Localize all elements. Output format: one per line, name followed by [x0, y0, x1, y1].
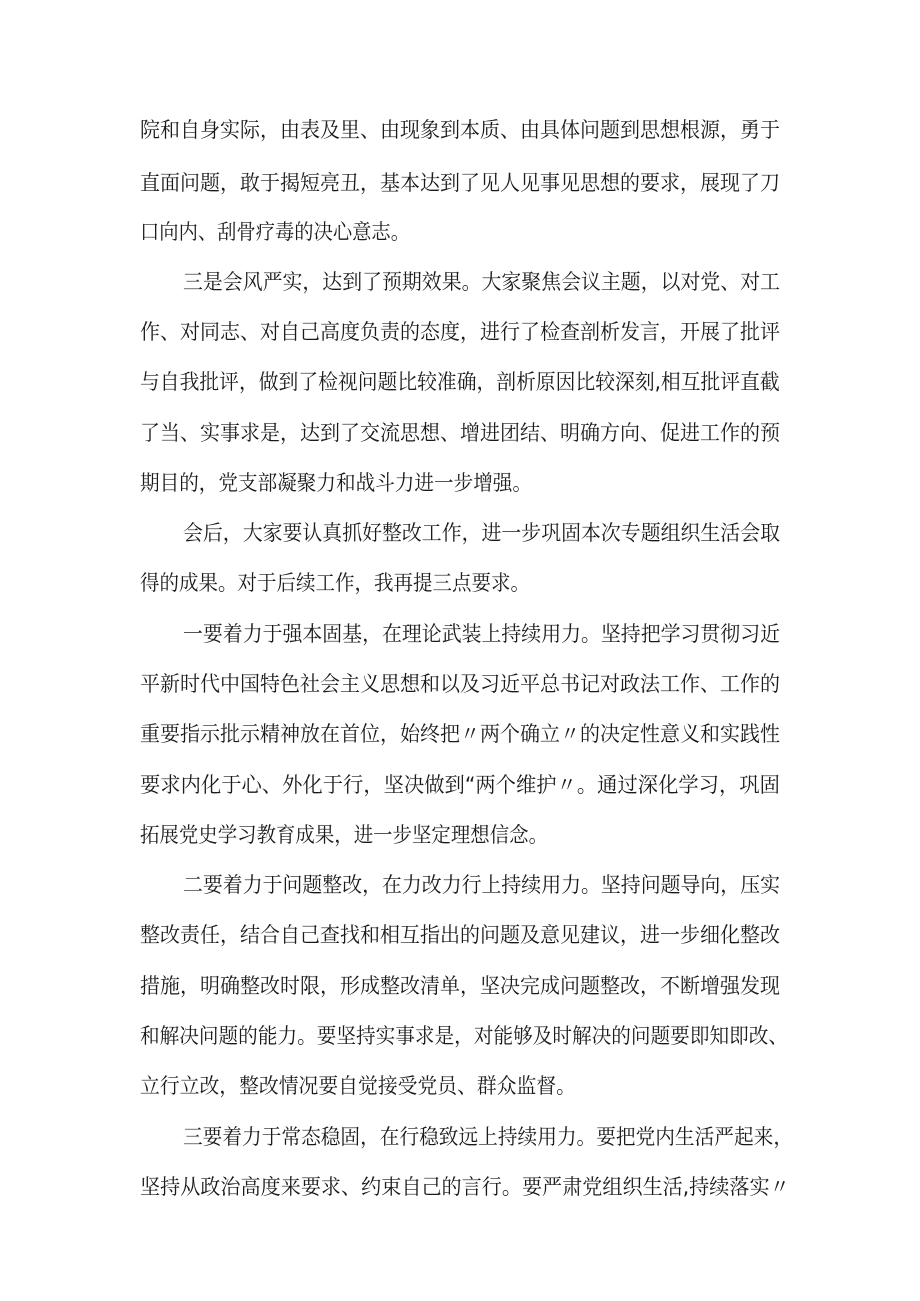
body-text-line: 院和自身实际，由表及里、由现象到本质、由具体问题到思想根源，勇于: [140, 118, 780, 142]
body-text-line: 三是会风严实，达到了预期效果。大家聚焦会议主题，以对党、对工: [183, 270, 780, 294]
body-text-line: 重要指示批示精神放在首位，始终把〃两个确立〃的决定性意义和实践性: [140, 722, 780, 746]
body-text-line: 坚持从政治高度来要求、约束自己的言行。要严肃党组织生活,持续落实〃: [140, 1175, 790, 1199]
body-text-line: 期目的，党支部凝聚力和战斗力进一步增强。: [140, 471, 532, 495]
body-text-line: 措施，明确整改时限，形成整改清单，坚决完成问题整改，不断增强发现: [140, 974, 780, 998]
body-text-line: 和解决问题的能力。要坚持实事求是，对能够及时解决的问题要即知即改、: [140, 1024, 788, 1048]
body-text-line: 直面问题，敢于揭短亮丑，基本达到了见人见事见思想的要求，展现了刀: [140, 171, 780, 195]
body-text-line: 与自我批评，做到了检视问题比较准确，剖析原因比较深刻,相互批评直截: [140, 370, 780, 394]
body-text-line: 二要着力于问题整改，在力改力行上持续用力。坚持问题导向，压实: [183, 873, 780, 897]
body-text-line: 作、对同志、对自己高度负责的态度，进行了检查剖析发言，开展了批评: [140, 320, 780, 344]
body-text-line: 平新时代中国特色社会主义思想和以及习近平总书记对政法工作、工作的: [140, 672, 780, 696]
body-text-line: 得的成果。对于后续工作，我再提三点要求。: [140, 571, 530, 595]
body-text-line: 整改责任，结合自己查找和相互指出的问题及意见建议，进一步细化整改: [140, 923, 780, 947]
body-text-line: 口向内、刮骨疗毒的决心意志。: [140, 220, 410, 244]
body-text-line: 一要着力于强本固基，在理论武装上持续用力。坚持把学习贯彻习近: [183, 622, 780, 646]
body-text-line: 三要着力于常态稳固，在行稳致远上持续用力。要把党内生活严起来，: [183, 1125, 793, 1149]
body-text-line: 了当、实事求是，达到了交流思想、增进团结、明确方向、促进工作的预: [140, 421, 780, 445]
body-text-line: 要求内化于心、外化于行，坚决做到“两个维护〃。通过深化学习，巩固: [140, 773, 780, 797]
body-text-line: 会后，大家要认真抓好整改工作，进一步巩固本次专题组织生活会取: [183, 521, 780, 545]
body-text-line: 拓展党史学习教育成果，进一步坚定理想信念。: [140, 823, 548, 847]
body-text-line: 立行立改，整改情况要自觉接受党员、群众监督。: [140, 1074, 576, 1098]
